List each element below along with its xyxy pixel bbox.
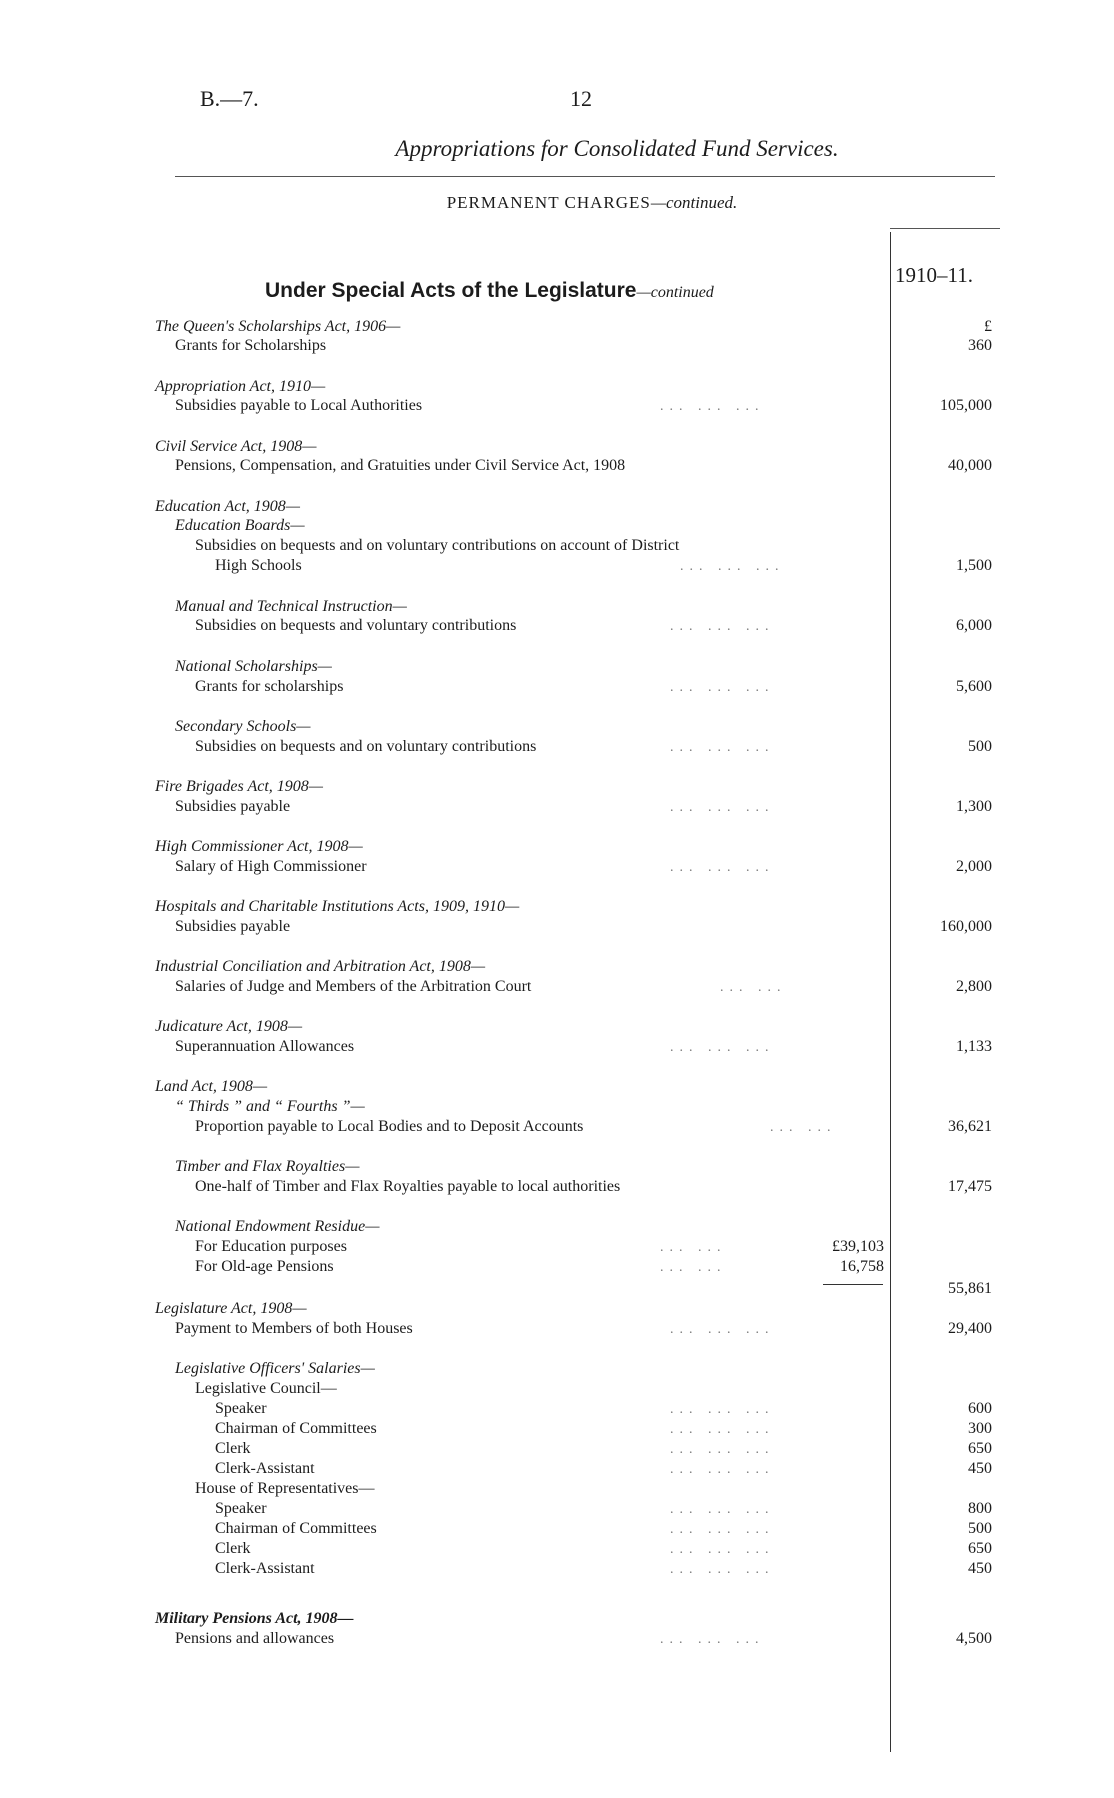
document-reference: B.—7. xyxy=(200,86,259,111)
dot-leader: ... ... ... xyxy=(670,1522,775,1537)
line-item: Payment to Members of both Houses xyxy=(175,1320,413,1337)
line-amount: 36,621 xyxy=(948,1118,992,1135)
line-item: Salaries of Judge and Members of the Arbitration Court xyxy=(175,978,532,995)
line-amount: 17,475 xyxy=(948,1178,992,1195)
dot-leader: ... ... ... xyxy=(670,1402,775,1417)
dot-leader: ... ... ... xyxy=(660,399,765,414)
line-item: One-half of Timber and Flax Royalties payable to local authorities xyxy=(195,1178,621,1195)
line-item: Subsidies payable xyxy=(175,798,291,815)
line-amount: 450 xyxy=(968,1460,992,1477)
sub-heading: Legislative Council— xyxy=(195,1380,337,1397)
dot-leader: ... ... ... xyxy=(670,1422,775,1437)
line-item: Subsidies on bequests and on voluntary contributions xyxy=(195,738,537,755)
act-heading: Civil Service Act, 1908— xyxy=(155,438,317,455)
sub-heading: Timber and Flax Royalties— xyxy=(175,1158,360,1175)
dot-leader: ... ... ... xyxy=(670,619,775,634)
page-title: Appropriations for Consolidated Fund Services. xyxy=(395,136,839,161)
sub-heading: Education Boards— xyxy=(175,517,305,534)
line-amount: 4,500 xyxy=(956,1630,992,1647)
act-heading: Military Pensions Act, 1908— xyxy=(155,1610,354,1627)
year-column-top-rule xyxy=(890,228,1000,229)
line-amount: 5,600 xyxy=(956,678,992,695)
line-item: Pensions, Compensation, and Gratuities under Civil Service Act, 1908 xyxy=(175,457,626,474)
act-heading: Appropriation Act, 1910— xyxy=(155,378,326,395)
sub-heading: Manual and Technical Instruction— xyxy=(175,598,407,615)
sub-amount: £39,103 xyxy=(832,1238,884,1255)
line-item: Speaker xyxy=(215,1500,267,1517)
line-amount: 2,000 xyxy=(956,858,992,875)
line-item: Subsidies payable to Local Authorities xyxy=(175,397,423,414)
amount-column-rule xyxy=(890,232,891,1752)
line-amount: 450 xyxy=(968,1560,992,1577)
line-amount: 500 xyxy=(968,1520,992,1537)
line-amount: 500 xyxy=(968,738,992,755)
line-item: Chairman of Committees xyxy=(215,1420,377,1437)
line-amount: 105,000 xyxy=(940,397,992,414)
dot-leader: ... ... ... xyxy=(670,1542,775,1557)
line-item: Pensions and allowances xyxy=(175,1630,335,1647)
sub-heading: Secondary Schools— xyxy=(175,718,311,735)
dot-leader: ... ... ... xyxy=(670,1562,775,1577)
sub-heading: Legislative Officers' Salaries— xyxy=(175,1360,375,1377)
title-rule xyxy=(175,176,995,177)
line-item: Clerk-Assistant xyxy=(215,1460,315,1477)
page-number: 12 xyxy=(570,86,592,111)
line-amount: 650 xyxy=(968,1440,992,1457)
act-heading: Hospitals and Charitable Institutions Acts, 1909, 1910— xyxy=(155,898,520,915)
sub-heading: National Scholarships— xyxy=(175,658,332,675)
act-heading: Industrial Conciliation and Arbitration Act, 1908— xyxy=(155,958,486,975)
act-heading: Fire Brigades Act, 1908— xyxy=(155,778,323,795)
line-amount: 300 xyxy=(968,1420,992,1437)
dot-leader: ... ... xyxy=(770,1120,837,1135)
act-heading: Land Act, 1908— xyxy=(155,1078,268,1095)
dot-leader: ... ... ... xyxy=(670,1322,775,1337)
sub-heading: “ Thirds ” and “ Fourths ”— xyxy=(175,1098,365,1115)
line-item: For Old-age Pensions xyxy=(195,1258,334,1275)
line-item: Proportion payable to Local Bodies and to Deposit Accounts xyxy=(195,1118,584,1135)
sub-amount: 16,758 xyxy=(840,1258,884,1275)
line-amount: 600 xyxy=(968,1400,992,1417)
line-amount: 650 xyxy=(968,1540,992,1557)
line-amount: 40,000 xyxy=(948,457,992,474)
section-heading: Under Special Acts of the Legislature—continued xyxy=(265,279,714,302)
dot-leader: ... ... ... xyxy=(670,800,775,815)
line-amount: 2,800 xyxy=(956,978,992,995)
line-item: Clerk xyxy=(215,1540,251,1557)
line-amount: 6,000 xyxy=(956,617,992,634)
act-heading: High Commissioner Act, 1908— xyxy=(155,838,363,855)
line-amount: 1,500 xyxy=(956,557,992,574)
dot-leader: ... ... ... xyxy=(670,740,775,755)
act-heading: Judicature Act, 1908— xyxy=(155,1018,303,1035)
dot-leader: ... ... ... xyxy=(670,680,775,695)
dot-leader: ... ... xyxy=(720,980,787,995)
line-amount: 160,000 xyxy=(940,918,992,935)
line-amount: 55,861 xyxy=(948,1280,992,1297)
line-amount: 360 xyxy=(968,337,992,354)
line-item: High Schools xyxy=(215,557,302,574)
sub-heading: National Endowment Residue— xyxy=(175,1218,380,1235)
dot-leader: ... ... ... xyxy=(670,860,775,875)
act-heading: Legislature Act, 1908— xyxy=(155,1300,307,1317)
dot-leader: ... ... ... xyxy=(670,1462,775,1477)
dot-leader: ... ... ... xyxy=(660,1632,765,1647)
line-item: Grants for Scholarships xyxy=(175,337,327,354)
dot-leader: ... ... ... xyxy=(680,559,785,574)
line-item: Superannuation Allowances xyxy=(175,1038,355,1055)
dot-leader: ... ... xyxy=(660,1260,727,1275)
line-item: Chairman of Committees xyxy=(215,1520,377,1537)
sub-heading: House of Representatives— xyxy=(195,1480,375,1497)
line-item: Subsidies on bequests and on voluntary contributions on account of District xyxy=(195,537,680,554)
subtotal-rule xyxy=(823,1284,883,1285)
line-item: Clerk-Assistant xyxy=(215,1560,315,1577)
line-amount: 800 xyxy=(968,1500,992,1517)
currency-symbol: £ xyxy=(984,318,992,335)
page-subtitle: PERMANENT CHARGES—continued. xyxy=(446,193,738,212)
line-amount: 29,400 xyxy=(948,1320,992,1337)
year-column-heading: 1910–11. xyxy=(895,263,973,287)
dot-leader: ... ... ... xyxy=(670,1040,775,1055)
line-item: For Education purposes xyxy=(195,1238,347,1255)
line-item: Salary of High Commissioner xyxy=(175,858,367,875)
act-heading: Education Act, 1908— xyxy=(155,498,301,515)
line-amount: 1,300 xyxy=(956,798,992,815)
line-amount: 1,133 xyxy=(956,1038,992,1055)
line-item: Grants for scholarships xyxy=(195,678,344,695)
dot-leader: ... ... ... xyxy=(670,1502,775,1517)
line-item: Clerk xyxy=(215,1440,251,1457)
act-heading: The Queen's Scholarships Act, 1906— xyxy=(155,318,401,335)
dot-leader: ... ... xyxy=(660,1240,727,1255)
line-item: Speaker xyxy=(215,1400,267,1417)
dot-leader: ... ... ... xyxy=(670,1442,775,1457)
line-item: Subsidies on bequests and voluntary contributions xyxy=(195,617,517,634)
line-item: Subsidies payable xyxy=(175,918,291,935)
